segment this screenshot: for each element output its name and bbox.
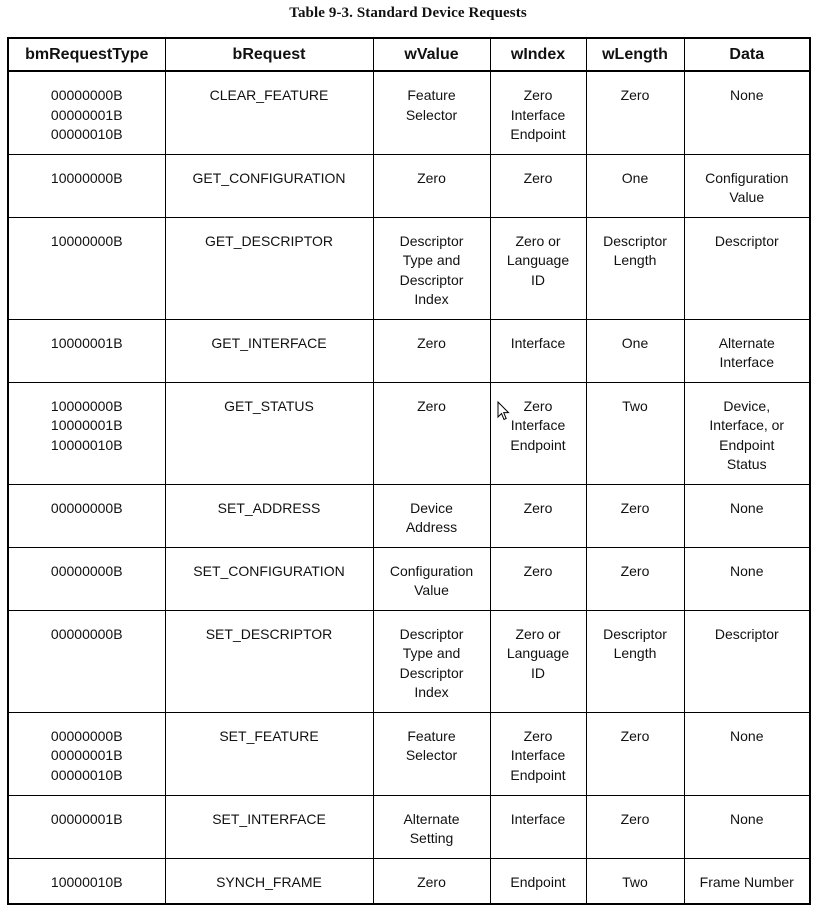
cell-data [684, 71, 810, 154]
cell-bmrequesttype [8, 382, 165, 484]
cell-bmrequesttype [8, 319, 165, 382]
cell-line: 10000000B [50, 169, 123, 186]
cell-line: Index [414, 684, 449, 700]
cell-line: Value [414, 582, 449, 598]
cell-wlength [586, 319, 684, 382]
cell-windex [490, 217, 586, 319]
cell-line: None [730, 87, 764, 103]
table-caption: Table 9-3. Standard Device Requests [289, 5, 527, 21]
cell-wlength [586, 382, 684, 484]
cell-wlength [586, 610, 684, 712]
cell-brequest [165, 319, 373, 382]
cell-line: Descriptor [714, 625, 779, 642]
cell-windex [490, 71, 586, 154]
cell-wlength [586, 795, 684, 858]
cell-brequest [165, 610, 373, 712]
cell-line: Address [405, 519, 458, 535]
cell-line: Zero [523, 562, 553, 579]
cell-windex [490, 154, 586, 217]
cell-wlength [586, 484, 684, 547]
cell-line: ID [531, 271, 545, 288]
cell-line: Endpoint [510, 873, 566, 890]
cell-line: Endpoint [510, 436, 566, 453]
cell-line: 00000001B [50, 747, 123, 763]
cell-line: GET_CONFIGURATION [192, 169, 346, 186]
cell-brequest [165, 382, 373, 484]
cell-data [684, 610, 810, 712]
table-row [8, 795, 810, 858]
cell-line: Zero [523, 87, 553, 103]
header-wlength: wLength [586, 38, 684, 71]
cell-line: Index [414, 291, 449, 307]
cell-windex [490, 382, 586, 484]
cell-line: Descriptor [399, 664, 464, 681]
table-body [8, 71, 810, 904]
cell-line: SET_INTERFACE [212, 810, 326, 827]
cell-line: Selector [405, 106, 458, 123]
table-row [8, 547, 810, 610]
cell-line: Interface [510, 106, 566, 123]
cell-line: Device, [723, 397, 771, 414]
cell-brequest [165, 484, 373, 547]
cell-brequest [165, 858, 373, 904]
cell-line: Zero [620, 87, 650, 103]
cell-line: Device [410, 499, 453, 516]
header-brequest: bRequest [165, 38, 373, 71]
cell-line: Language [506, 645, 570, 661]
cell-line: Endpoint [510, 766, 566, 783]
table-row [8, 319, 810, 382]
cell-line: One [621, 169, 649, 186]
cell-data [684, 858, 810, 904]
cell-line: Configuration [389, 562, 474, 579]
cell-wlength [586, 217, 684, 319]
cell-windex [490, 712, 586, 795]
table-row [8, 858, 810, 904]
cell-brequest [165, 154, 373, 217]
table-row [8, 154, 810, 217]
cell-wvalue [373, 610, 490, 712]
cell-line: Zero [620, 810, 650, 827]
cell-line: Zero [523, 499, 553, 516]
cell-brequest [165, 217, 373, 319]
header-bmrequesttype: bmRequestType [8, 38, 165, 71]
cell-line: Zero [417, 169, 446, 186]
cell-line: 10000001B [50, 417, 123, 433]
cell-wlength [586, 154, 684, 217]
cell-line: None [730, 499, 764, 516]
cell-line: SET_CONFIGURATION [193, 562, 345, 579]
cell-bmrequesttype [8, 217, 165, 319]
table-row [8, 217, 810, 319]
cell-bmrequesttype [8, 71, 165, 154]
cell-bmrequesttype [8, 154, 165, 217]
cell-line: SET_DESCRIPTOR [205, 625, 333, 642]
cell-line: 00000001B [50, 106, 123, 123]
cell-line: Setting [409, 830, 454, 846]
cell-line: Configuration [705, 169, 789, 186]
cell-line: Zero [417, 873, 446, 890]
cell-brequest [165, 712, 373, 795]
cell-line: Interface, or [709, 417, 785, 433]
cell-windex [490, 858, 586, 904]
cell-line: Interface [510, 810, 566, 827]
cell-bmrequesttype [8, 858, 165, 904]
cell-line: One [621, 334, 649, 351]
cell-line: Zero [417, 334, 446, 351]
header-windex: wIndex [490, 38, 586, 71]
cell-brequest [165, 71, 373, 154]
cell-wvalue [373, 712, 490, 795]
cell-line: 00000001B [50, 810, 123, 827]
cell-line: Status [726, 456, 767, 472]
table-row [8, 712, 810, 795]
cell-line: Zero [523, 727, 553, 744]
cell-line: Length [613, 252, 657, 268]
cell-bmrequesttype [8, 484, 165, 547]
cell-wvalue [373, 154, 490, 217]
cell-bmrequesttype [8, 712, 165, 795]
cell-brequest [165, 547, 373, 610]
cell-line: Type and [402, 252, 461, 268]
cell-line: Selector [405, 747, 458, 763]
cell-line: Zero [523, 397, 553, 414]
cell-line: 10000010B [50, 873, 123, 890]
cell-line: Alternate [718, 334, 775, 351]
cell-line: Length [613, 645, 657, 661]
cell-windex [490, 610, 586, 712]
cell-line: 00000000B [50, 499, 123, 516]
cell-wlength [586, 712, 684, 795]
cell-line: ID [531, 664, 545, 681]
cell-line: Descriptor [603, 232, 667, 249]
cell-line: SYNCH_FRAME [216, 873, 322, 890]
cell-line: Interface [510, 747, 566, 763]
cell-line: 10000000B [50, 397, 123, 414]
table-row [8, 382, 810, 484]
cell-line: None [730, 727, 764, 744]
cell-line: Descriptor [399, 625, 464, 642]
cell-wvalue [373, 71, 490, 154]
cell-line: Value [729, 189, 765, 205]
cell-wvalue [373, 382, 490, 484]
cell-wlength [586, 547, 684, 610]
cell-bmrequesttype [8, 547, 165, 610]
cell-line: None [730, 562, 764, 579]
cell-windex [490, 795, 586, 858]
cell-line: Descriptor [714, 232, 779, 249]
cell-line: 00000000B [50, 562, 123, 579]
cell-wlength [586, 71, 684, 154]
cell-wvalue [373, 547, 490, 610]
cell-data [684, 712, 810, 795]
cell-data [684, 484, 810, 547]
cell-line: GET_STATUS [224, 397, 314, 414]
cell-windex [490, 319, 586, 382]
cell-wvalue [373, 858, 490, 904]
cell-line: Descriptor [603, 625, 667, 642]
cell-line: 00000000B [50, 727, 123, 744]
cell-line: SET_FEATURE [219, 727, 319, 744]
cell-wvalue [373, 795, 490, 858]
cell-line: None [730, 810, 764, 827]
cell-wlength [586, 858, 684, 904]
header-data: Data [684, 38, 810, 71]
cell-line: Endpoint [510, 126, 566, 142]
cell-line: Two [622, 397, 648, 414]
cell-windex [490, 484, 586, 547]
cell-line: Zero [620, 562, 650, 579]
table-row [8, 484, 810, 547]
cell-line: Feature [407, 87, 456, 103]
cell-line: GET_DESCRIPTOR [204, 232, 334, 249]
cell-line: Zero [620, 499, 650, 516]
cell-line: 00000010B [50, 126, 123, 142]
cell-line: Feature [407, 727, 456, 744]
cell-data [684, 319, 810, 382]
cell-data [684, 382, 810, 484]
cell-line: Zero [523, 169, 553, 186]
cell-wvalue [373, 217, 490, 319]
cell-line: CLEAR_FEATURE [209, 87, 329, 103]
cell-line: 00000000B [50, 625, 123, 642]
cell-data [684, 795, 810, 858]
table-row [8, 71, 810, 154]
cell-line: Endpoint [719, 436, 775, 453]
cell-line: Alternate [403, 810, 460, 827]
cell-line: Interface [719, 354, 774, 370]
cell-line: Zero [417, 397, 446, 414]
cell-line: Interface [510, 417, 566, 433]
cell-line: Zero or [515, 625, 561, 642]
cell-data [684, 217, 810, 319]
standard-device-requests-table [7, 37, 811, 905]
cell-bmrequesttype [8, 610, 165, 712]
cell-bmrequesttype [8, 795, 165, 858]
cell-line: Two [622, 873, 648, 890]
cell-line: Interface [510, 334, 566, 351]
cell-line: 10000001B [50, 334, 123, 351]
cell-line: 00000010B [50, 766, 123, 783]
table-row [8, 610, 810, 712]
cell-windex [490, 547, 586, 610]
cell-line: Zero [620, 727, 650, 744]
cell-brequest [165, 795, 373, 858]
cell-line: Zero or [515, 232, 561, 249]
cell-data [684, 547, 810, 610]
cell-data [684, 154, 810, 217]
cell-wvalue [373, 484, 490, 547]
cell-line: Language [506, 252, 570, 268]
cell-line: Descriptor [399, 271, 464, 288]
cell-line: 10000010B [50, 436, 123, 453]
cell-wvalue [373, 319, 490, 382]
cell-line: 00000000B [50, 87, 123, 103]
cell-line: Type and [402, 645, 461, 661]
cell-line: GET_INTERFACE [211, 334, 327, 351]
cell-line: Descriptor [399, 232, 464, 249]
header-row [8, 38, 810, 71]
cell-line: SET_ADDRESS [217, 499, 321, 516]
cell-line: Frame Number [699, 873, 794, 890]
cell-line: 10000000B [50, 232, 123, 249]
header-wvalue: wValue [373, 38, 490, 71]
